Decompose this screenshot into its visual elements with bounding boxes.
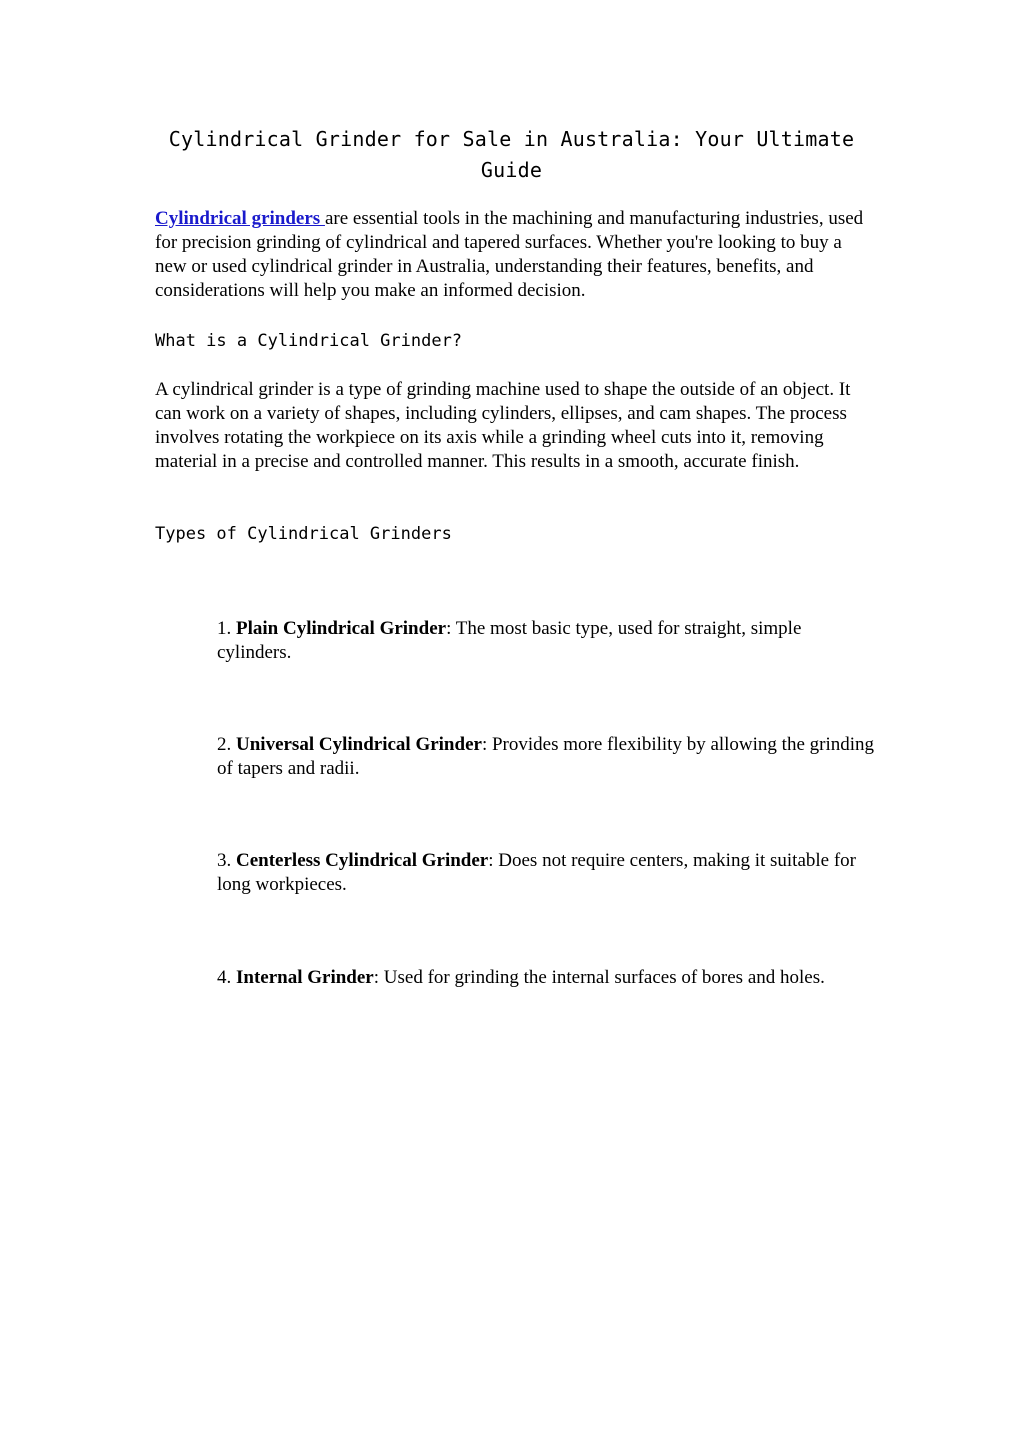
list-item-number: 3.: [217, 850, 236, 871]
list-item-name: Centerless Cylindrical Grinder: [236, 850, 489, 871]
intro-text: are essential tools in the machining and manufacturing industries, used for precision grinding of cylindrical and tapered surfaces. Whether you're looking to buy a new or used cylindrical grinder in Australia, understanding their features, benefits, and considerations will help you make an informed decision.: [155, 208, 864, 301]
list-item: [217, 966, 877, 990]
list-item-number: 1.: [217, 618, 236, 639]
list-item-description: : Used for grinding the internal surfaces of bores and holes.: [373, 967, 825, 988]
list-item-number: 4.: [217, 967, 236, 988]
document-title: Cylindrical Grinder for Sale in Australia: Your Ultimate Guide: [168, 127, 855, 182]
heading-types: Types of Cylindrical Grinders: [155, 524, 452, 544]
list-item-name: Internal Grinder: [236, 967, 374, 988]
list-item-number: 2.: [217, 734, 236, 755]
list-item-description: : Provides more flexibility by allowing the grinding of tapers and radii.: [217, 734, 875, 779]
list-item-name: Universal Cylindrical Grinder: [236, 734, 482, 755]
heading-what-is: What is a Cylindrical Grinder?: [155, 331, 463, 351]
list-item-description: : Does not require centers, making it suitable for long workpieces.: [217, 850, 857, 895]
list-item: [217, 849, 877, 897]
list-item: [217, 617, 877, 665]
list-item: [217, 733, 877, 781]
cylindrical-grinders-link[interactable]: Cylindrical grinders: [155, 208, 325, 229]
list-item-name: Plain Cylindrical Grinder: [236, 618, 447, 639]
what-is-paragraph: A cylindrical grinder is a type of grinding machine used to shape the outside of an object. It can work on a variety of shapes, including cylinders, ellipses, and cam shapes. The process involves rotating the workpiece on its axis while a grinding wheel cuts into it, removing material in a precise and controlled manner. This results in a smooth, accurate finish.: [155, 379, 851, 472]
list-item-description: : The most basic type, used for straight, simple cylinders.: [217, 618, 802, 663]
intro-paragraph: [155, 207, 875, 303]
